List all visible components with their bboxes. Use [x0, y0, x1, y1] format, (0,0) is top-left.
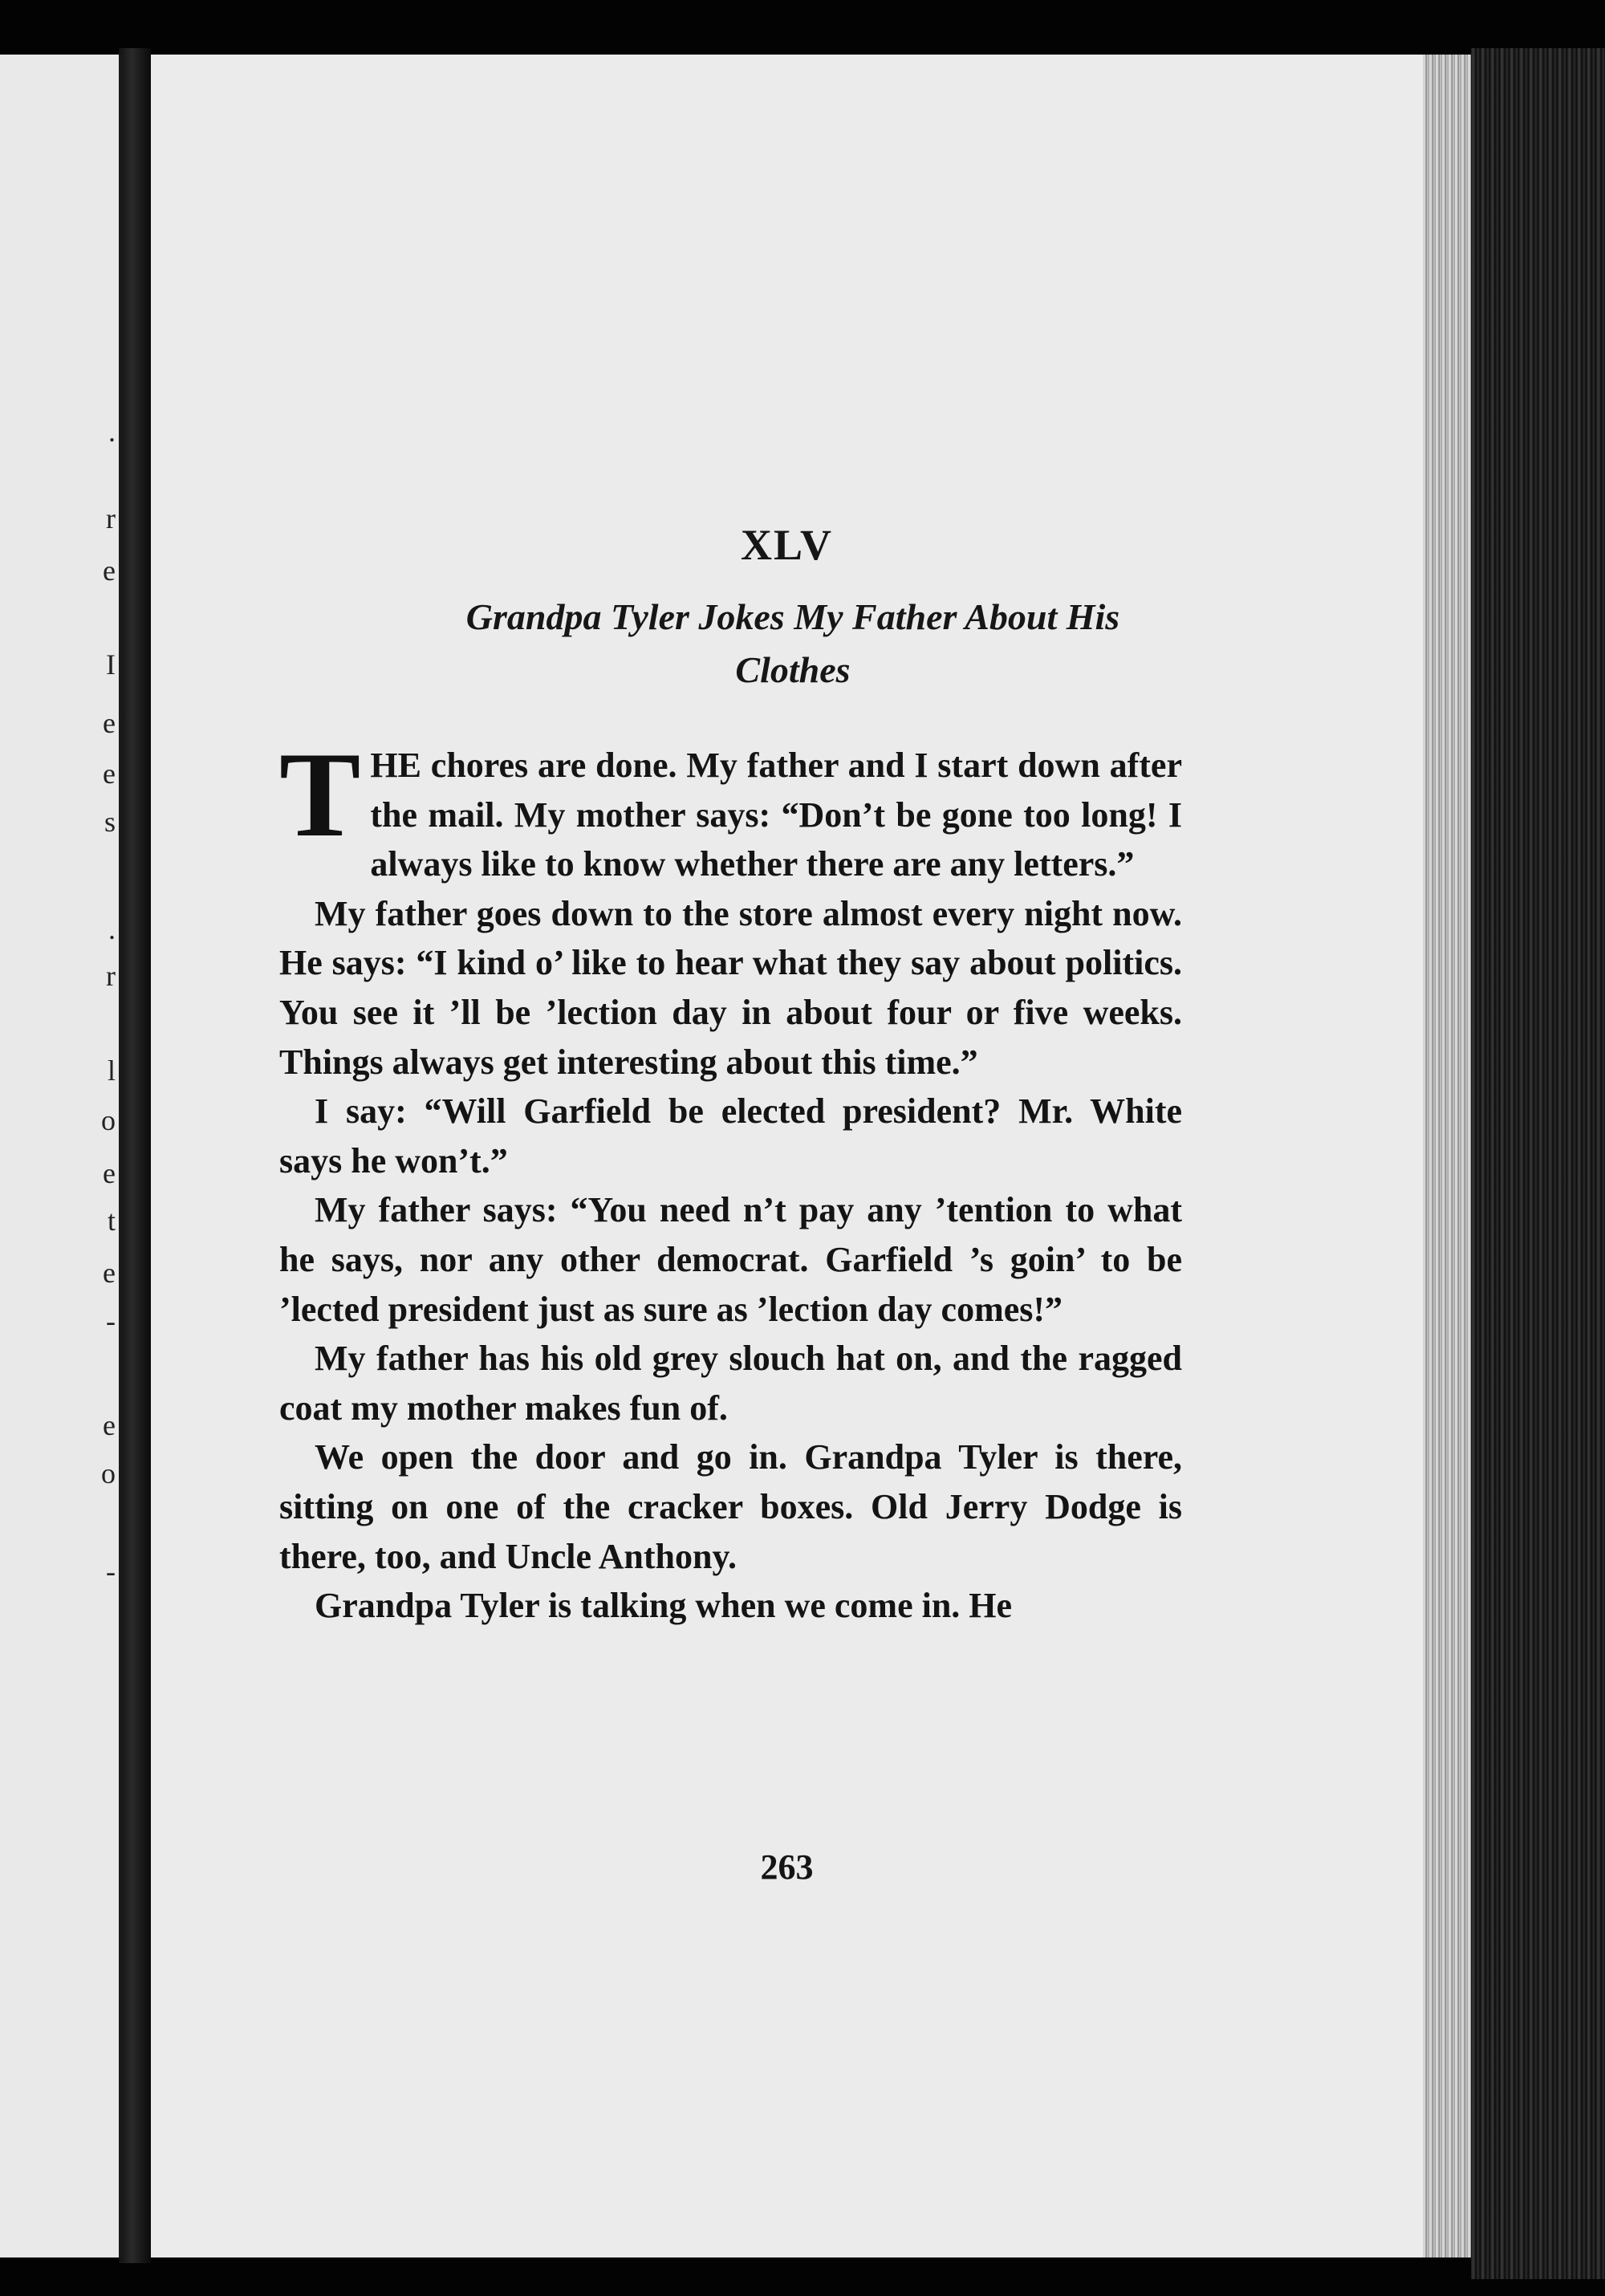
paragraph: Grandpa Tyler is talking when we come in. He [315, 1586, 1013, 1626]
drop-cap: T [279, 727, 361, 862]
facing-page-fragment: e [103, 1157, 116, 1189]
facing-page-fragment: . [108, 913, 116, 945]
paragraph: My father goes down to the store almost every night now. He says: “I kind o’ like to hear what they say about politics. You see it ’ll be ’lection day in about four or five weeks. Things always get interesting about this time.” [279, 893, 1182, 1082]
facing-page-fragment: s [104, 806, 116, 838]
page-fore-edge [1423, 55, 1471, 2257]
facing-page-fragment: - [106, 1305, 116, 1337]
paragraph: I say: “Will Garfield be elected president? Mr. White says he won’t.” [279, 1091, 1182, 1181]
facing-page-fragment: o [101, 1457, 116, 1489]
facing-page-fragment: . [108, 416, 116, 448]
page-stack-edge [1471, 48, 1605, 2279]
facing-page-fragment: I [106, 648, 116, 681]
facing-page-fragment: e [103, 1257, 116, 1289]
small-caps-opening: HE [370, 746, 421, 785]
chapter-title-line-1: Grandpa Tyler Jokes My Father About His [465, 596, 1120, 637]
book-gutter [119, 48, 151, 2263]
chapter-title-line-2: Clothes [735, 649, 851, 690]
facing-page-edge [0, 55, 122, 2257]
chapter-number: XLV [740, 521, 834, 569]
facing-page-fragment: r [106, 502, 116, 534]
facing-page-fragment: t [107, 1205, 116, 1237]
page-number: 263 [760, 1847, 814, 1887]
facing-page-fragment: e [103, 1409, 116, 1441]
paragraph [279, 727, 1182, 889]
facing-page-fragment: - [106, 1555, 116, 1587]
chapter-title [295, 591, 1290, 697]
paragraph: My father has his old grey slouch hat on, and the ragged coat my mother makes fun of. [279, 1339, 1182, 1428]
facing-page-fragment: e [103, 758, 116, 790]
book-page [151, 55, 1423, 2257]
paragraph: My father says: “You need n’t pay any ’tention to what he says, nor any other democrat. Garfield ’s goin’ to be ’lected president just as sure as ’lection day comes!” [279, 1190, 1182, 1329]
paragraph-text: chores are done. My father and I start down after the mail. My mother says: “Don’t be gone too long! I always like to know whether there are any letters.” [370, 746, 1182, 884]
facing-page-fragment: o [101, 1104, 116, 1136]
chapter-body [279, 727, 1182, 1631]
facing-page-text-fragments [0, 55, 119, 2257]
facing-page-fragment: r [106, 960, 116, 992]
facing-page-fragment: e [103, 707, 116, 739]
facing-page-fragment: e [103, 555, 116, 587]
facing-page-fragment: l [107, 1055, 116, 1087]
paragraph: We open the door and go in. Grandpa Tyler is there, sitting on one of the cracker boxes. Old Jerry Dodge is there, too, and Uncle Anthony. [279, 1437, 1182, 1576]
